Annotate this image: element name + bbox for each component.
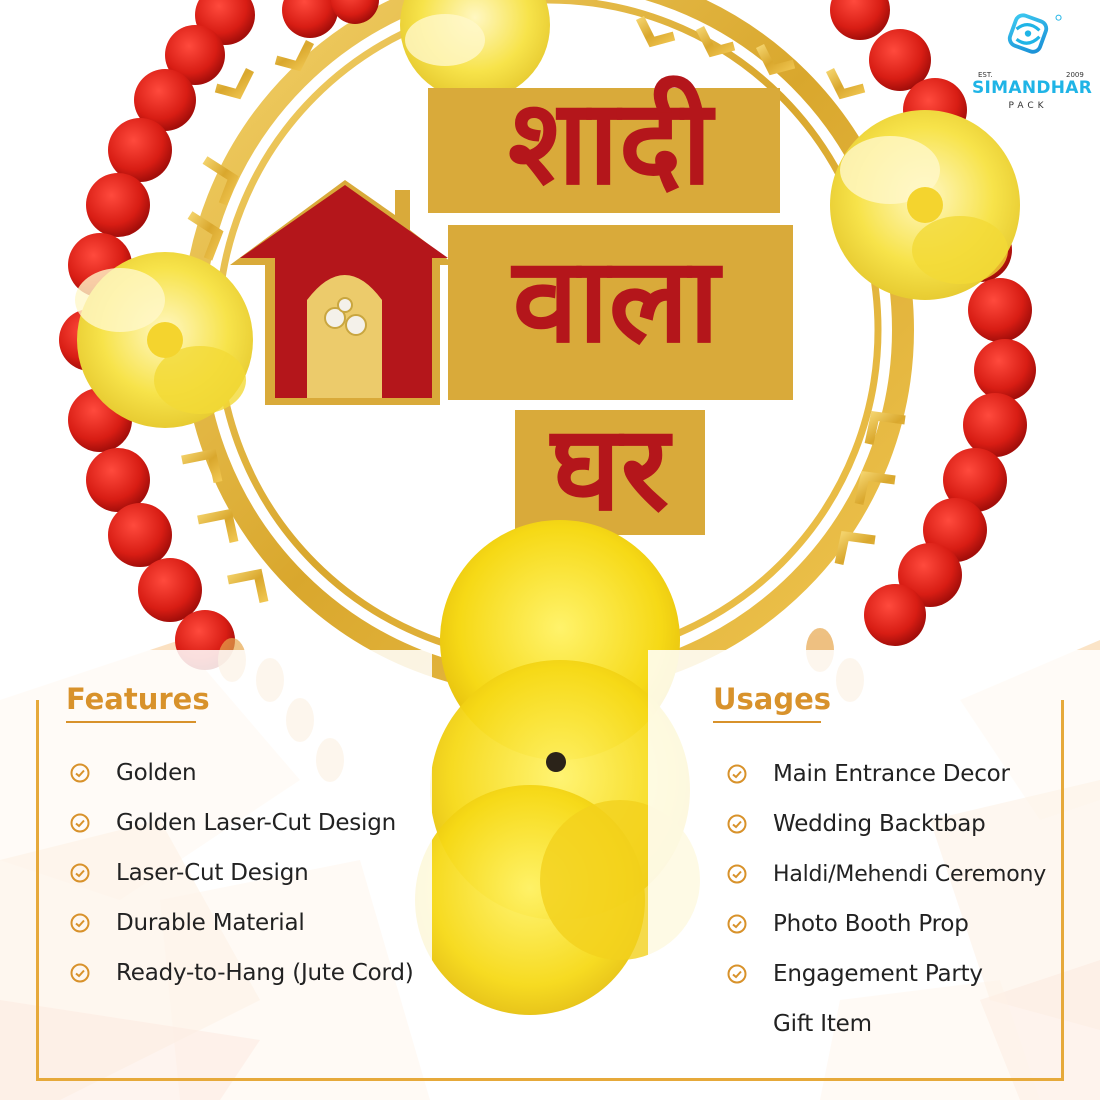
list-item (727, 849, 1046, 899)
check-circle-icon (727, 964, 747, 984)
list-item (70, 898, 414, 948)
usage-label: Gift Item (773, 1011, 872, 1037)
logo-est-label: EST. (978, 71, 993, 79)
frame-line-left (36, 700, 39, 1080)
check-circle-icon (727, 914, 747, 934)
sign-line-2: वाला (512, 231, 720, 369)
check-circle-icon (70, 863, 90, 883)
usage-label: Engagement Party (773, 961, 983, 987)
check-circle-icon (727, 814, 747, 834)
list-item (727, 999, 1046, 1049)
features-underline (66, 721, 196, 723)
list-item (727, 799, 1046, 849)
feature-label: Laser-Cut Design (116, 860, 309, 886)
feature-label: Golden (116, 760, 197, 786)
list-item (70, 848, 414, 898)
usage-label: Photo Booth Prop (773, 911, 969, 937)
house-shape (230, 180, 455, 405)
brand-logo-icon (968, 10, 1088, 80)
feature-label: Golden Laser-Cut Design (116, 810, 397, 836)
check-circle-icon (727, 864, 747, 884)
feature-label: Ready-to-Hang (Jute Cord) (116, 960, 414, 986)
check-circle-icon (70, 763, 90, 783)
usages-heading: Usages (713, 682, 832, 716)
check-circle-icon (70, 913, 90, 933)
sign-line-3: घर (550, 399, 669, 537)
feature-label: Durable Material (116, 910, 305, 936)
check-circle-icon (727, 764, 747, 784)
logo-est-year: 2009 (1066, 71, 1084, 79)
check-circle-icon (70, 963, 90, 983)
list-item (70, 748, 414, 798)
brand-sub: PACK (1008, 101, 1048, 111)
check-circle-icon (70, 813, 90, 833)
frame-line-right (1061, 700, 1064, 1080)
list-item (727, 899, 1046, 949)
usage-label: Haldi/Mehendi Ceremony (773, 861, 1047, 887)
usage-label: Wedding Backtbap (773, 811, 986, 837)
features-list (70, 748, 414, 998)
yellow-flower-right (830, 110, 1020, 300)
list-item (727, 749, 1046, 799)
sign-line-1: शादी (507, 73, 713, 211)
frame-line-bottom (36, 1078, 1064, 1081)
list-item (70, 948, 414, 998)
usage-label: Main Entrance Decor (773, 761, 1010, 787)
usages-underline (713, 721, 821, 723)
brand-name: SIMANDHAR (972, 78, 1093, 98)
usages-list (727, 749, 1046, 1049)
list-item (70, 798, 414, 848)
list-item (727, 949, 1046, 999)
features-heading: Features (66, 682, 210, 716)
